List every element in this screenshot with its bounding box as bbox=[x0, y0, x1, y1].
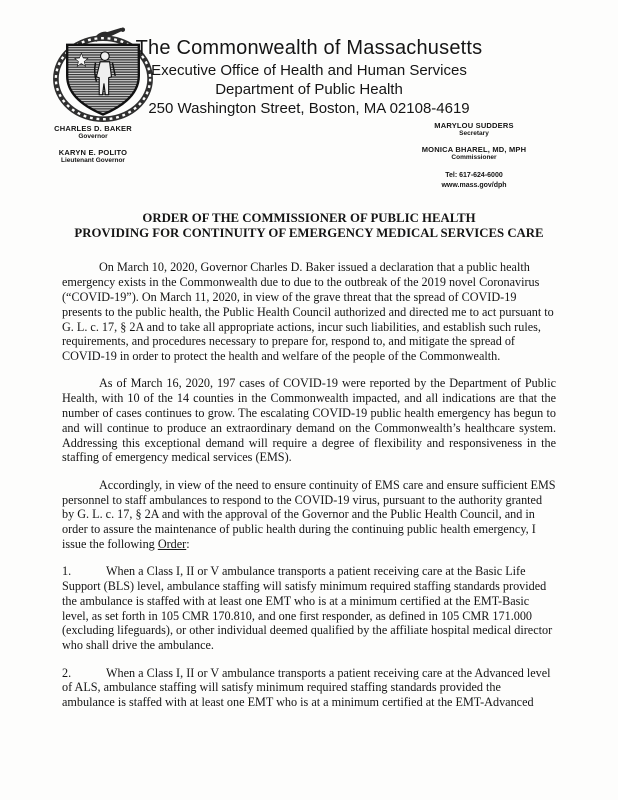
officials-left bbox=[26, 124, 160, 172]
org-department: Department of Public Health bbox=[215, 81, 403, 98]
order-word-underlined: Order bbox=[157, 536, 187, 551]
order-item-2 bbox=[62, 666, 556, 710]
order-intro-text: Accordingly, in view of the need to ensure continuity of EMS care and ensure sufficient EMS personnel to staff ambulances to respond to the COVID-19 virus, pursuant to the authority granted by G. L. c. 17, § 2A and with the approval of the Governor and the Public Health Council, and in order to assure the maintenance of public health during the continuing public health emergency, I issue the following bbox=[62, 477, 556, 551]
document-title bbox=[62, 211, 556, 241]
letterhead bbox=[0, 0, 618, 205]
order-item-2-text: When a Class I, II or V ambulance transports a patient receiving care at the Advanced level of ALS, ambulance staffing will satisfy minimum required staffing standards provided the ambulance is staffed with at least one EMT who is at a minimum certified at the EMT-Advanced bbox=[62, 665, 551, 710]
website-url: www.mass.gov/dph bbox=[441, 182, 507, 189]
order-item-2-number: 2. bbox=[62, 665, 72, 680]
secretary-title: Secretary bbox=[459, 130, 489, 137]
commissioner-name: MONICA BHAREL, MD, MPH bbox=[421, 145, 527, 154]
order-item-1-number: 1. bbox=[62, 564, 72, 579]
document-body bbox=[0, 211, 618, 710]
commissioner-title: Commissioner bbox=[451, 154, 497, 161]
order-item-1-text: When a Class I, II or V ambulance transports a patient receiving care at the Basic Life Support (BLS) level, ambulance staffing will satisfy minimum required staffing standards provided the ambulance is staffed with at least one EMT who is at a minimum certified at the EMT-Basic level, as set forth in 105 CMR 170.810, and one first responder, as defined in 105 CMR 171.000 (excluding lifeguards), or other individual deemed qualified by the affiliate hospital medical director who shall drive the ambulance. bbox=[62, 564, 553, 653]
governor-name: CHARLES D. BAKER bbox=[54, 124, 132, 133]
org-office: Executive Office of Health and Human Services bbox=[151, 62, 467, 79]
paragraph-order-intro bbox=[62, 478, 556, 552]
document-title-line-1: ORDER OF THE COMMISSIONER OF PUBLIC HEALTH bbox=[142, 211, 476, 225]
secretary-name: MARYLOU SUDDERS bbox=[434, 121, 514, 130]
paragraph-declaration: On March 10, 2020, Governor Charles D. Baker issued a declaration that a public health emergency exists in the Commonwealth due to due to the outbreak of the 2019 novel Coronavirus (“COVID-19”). On March 11, 2020, in view of the grave threat that the spread of COVID-19 presents to the public health, the Public Health Council authorized and directed me to act pursuant to G. L. c. 17, § 2A and to take all appropriate actions, incur such liabilities, and establish such rules, requirements, and procedures necessary to prepare for, respond to, and mitigate the spread of COVID-19 in order to protect the health and welfare of the people of the Commonwealth. bbox=[62, 260, 554, 364]
officials-right bbox=[388, 121, 560, 191]
order-intro-colon: : bbox=[186, 536, 190, 551]
lt-governor-title: Lieutenant Governor bbox=[61, 157, 125, 164]
governor-title: Governor bbox=[78, 133, 108, 140]
order-item-1 bbox=[62, 564, 556, 653]
phone-number: Tel: 617-624-6000 bbox=[445, 172, 503, 179]
org-name: The Commonwealth of Massachusetts bbox=[135, 37, 483, 59]
letterhead-text bbox=[0, 36, 618, 118]
contact-block bbox=[388, 171, 560, 191]
document-title-line-2: PROVIDING FOR CONTINUITY OF EMERGENCY MEDICAL SERVICES CARE bbox=[74, 226, 544, 241]
paragraph-case-counts: As of March 16, 2020, 197 cases of COVID-19 were reported by the Department of Public Health, with 10 of the 14 counties in the Commonwealth impacted, and all indications are that the number of cases continues to grow. The escalating COVID-19 public health emergency has begun to and will continue to produce an extraordinary demand on the Commonwealth’s healthcare system. Addressing this exceptional demand will require a degree of flexibility and responsiveness in the staffing of emergency medical services (EMS). bbox=[62, 376, 556, 465]
lt-governor-name: KARYN E. POLITO bbox=[58, 148, 128, 157]
org-address: 250 Washington Street, Boston, MA 02108-4619 bbox=[148, 100, 470, 117]
